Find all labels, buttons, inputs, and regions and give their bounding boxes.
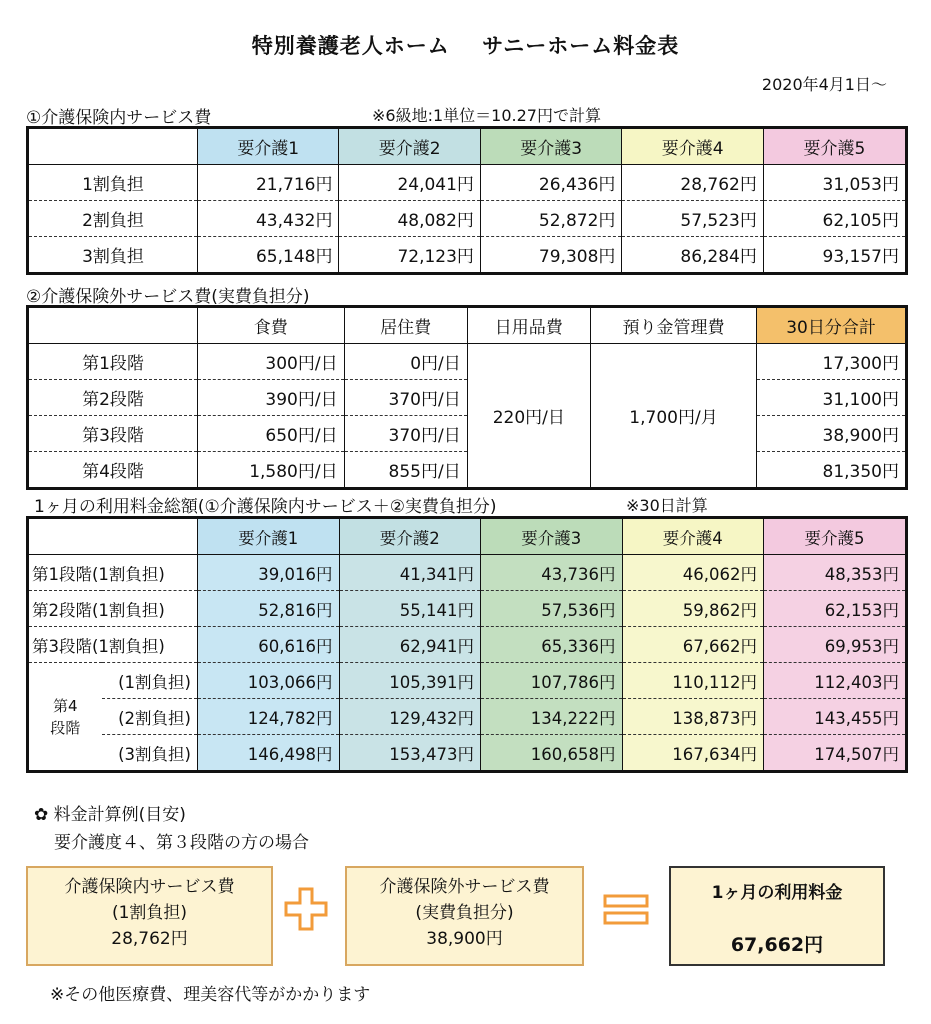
header-care4: 要介護4 [622,518,764,555]
table-row [28,201,907,237]
sec2-table [26,305,908,490]
row-label: 第4段階 [28,452,198,489]
cell: 86,284円 [622,237,763,274]
box1-line2: (1割負担) [111,903,188,923]
example-subtitle: 要介護度４、第３段階の方の場合 [54,833,309,853]
cell: 38,900円 [757,416,907,452]
cell: 17,300円 [757,344,907,380]
cell: 160,658円 [481,735,623,772]
cell: 103,066円 [198,663,340,699]
cell: 21,716円 [198,165,339,201]
daily-goods-cell: 220円/日 [467,344,590,489]
row-label: 第2段階 [28,380,198,416]
table-row [28,237,907,274]
header-mgmt: 預り金管理費 [590,307,756,344]
row-label: 第2段階(1割負担) [28,591,198,627]
flower-icon: ✿ [34,805,49,825]
cell: 62,153円 [764,591,907,627]
cell: 153,473円 [339,735,481,772]
corner-cell [28,518,198,555]
cell: 31,100円 [757,380,907,416]
sec3-note: ※30日計算 [626,496,708,515]
row-label: (2割負担) [102,699,198,735]
cell: 69,953円 [764,627,907,663]
cell: 134,222円 [481,699,623,735]
cell: 107,786円 [481,663,623,699]
box3-line2: 67,662円 [730,934,824,956]
cell: 52,872円 [480,201,621,237]
cell: 124,782円 [198,699,340,735]
cell: 79,308円 [480,237,621,274]
cell: 31,053円 [763,165,906,201]
table-row [28,165,907,201]
cell: 167,634円 [622,735,764,772]
cell: 105,391円 [339,663,481,699]
stage4-label-line2: 段階 [50,718,81,737]
row-label: 第3段階(1割負担) [28,627,198,663]
example-title: 料金計算例(目安) [53,805,186,825]
cell: 1,580円/日 [198,452,345,489]
cell: 46,062円 [622,555,764,591]
cell: 174,507円 [764,735,907,772]
title-facility-type: 特別養護老人ホーム [251,34,450,58]
box1-line1: 介護保険内サービス費 [64,877,235,897]
header-food: 食費 [198,307,345,344]
cell: 370円/日 [344,380,467,416]
header-total: 30日分合計 [757,307,907,344]
plus-icon [283,886,329,932]
box2-line2: (実費負担分) [415,903,514,923]
table-row [28,555,907,591]
box2-line1: 介護保険外サービス費 [379,877,550,897]
cell: 43,736円 [481,555,623,591]
sec2-header-row [28,307,907,344]
table-row [28,627,907,663]
stage4-label-line1: 第4 [52,696,78,715]
cell: 43,432円 [198,201,339,237]
cell: 146,498円 [198,735,340,772]
row-label: 2割負担 [28,201,198,237]
corner-cell [28,307,198,344]
cell: 138,873円 [622,699,764,735]
sec1-header-row [28,128,907,165]
header-care2: 要介護2 [339,518,481,555]
cell: 26,436円 [480,165,621,201]
row-label: 第3段階 [28,416,198,452]
header-care3: 要介護3 [480,128,621,165]
effective-date: 2020年4月1日～ [761,75,887,94]
cell: 65,336円 [481,627,623,663]
cell: 57,536円 [481,591,623,627]
cell: 81,350円 [757,452,907,489]
box2-line3: 38,900円 [426,929,503,949]
cell: 55,141円 [339,591,481,627]
table-row [28,735,907,772]
row-label: 3割負担 [28,237,198,274]
example-title-row [34,800,186,825]
cell: 48,353円 [764,555,907,591]
header-care5: 要介護5 [764,518,907,555]
row-label: 1割負担 [82,175,144,195]
table-row [28,663,907,699]
deposit-mgmt-cell: 1,700円/月 [590,344,756,489]
row-label: 第1段階(1割負担) [32,564,165,584]
cell: 28,762円 [622,165,763,201]
cell: 0円/日 [344,344,467,380]
example-box-insurance [26,866,273,966]
row-label: 第1段階 [82,354,144,374]
corner-cell [28,128,198,165]
example-box-outside [345,866,584,966]
sec3-table [26,516,908,773]
cell: 57,523円 [622,201,763,237]
cell: 67,662円 [622,627,764,663]
cell: 390円/日 [198,380,345,416]
table-row [28,452,907,489]
table-row [28,416,907,452]
cell: 370円/日 [344,416,467,452]
cell: 48,082円 [339,201,480,237]
header-living: 居住費 [344,307,467,344]
cell: 112,403円 [764,663,907,699]
table-row [28,591,907,627]
header-care4: 要介護4 [622,128,763,165]
sec3-header-row [28,518,907,555]
header-daily: 日用品費 [467,307,590,344]
sec2-title: ②介護保険外サービス費(実費負担分) [26,287,310,307]
cell: 72,123円 [339,237,480,274]
sec1-note: ※6級地:1単位＝10.27円で計算 [372,106,601,125]
header-care2: 要介護2 [339,128,480,165]
cell: 93,157円 [763,237,906,274]
cell: 41,341円 [339,555,481,591]
sec3-title: 1ヶ月の利用料金総額(①介護保険内サービス＋②実費負担分) [34,497,497,517]
cell: 60,616円 [198,627,340,663]
cell: 110,112円 [622,663,764,699]
cell: 65,148円 [198,237,339,274]
cell: 59,862円 [622,591,764,627]
box3-line1: 1ヶ月の利用料金 [711,883,843,903]
cell: 300円/日 [198,344,345,380]
example-box-total [669,866,885,966]
row-label: (1割負担) [102,663,198,699]
cell: 129,432円 [339,699,481,735]
cell: 24,041円 [339,165,480,201]
cell: 39,016円 [198,555,340,591]
cell: 52,816円 [198,591,340,627]
header-care3: 要介護3 [481,518,623,555]
table-row [28,380,907,416]
cell: 650円/日 [198,416,345,452]
page-title [0,30,931,60]
footnote: ※その他医療費、理美容代等がかかります [50,985,371,1005]
stage4-label [28,663,102,772]
header-care1: 要介護1 [198,128,339,165]
header-care1: 要介護1 [198,518,340,555]
sec1-title: ①介護保険内サービス費 [26,108,212,128]
sec1-table [26,126,908,275]
row-label: (3割負担) [102,735,198,772]
header-care5: 要介護5 [763,128,906,165]
box1-line3: 28,762円 [111,929,188,949]
cell: 62,105円 [763,201,906,237]
title-facility-name: サニーホーム料金表 [482,34,680,58]
cell: 143,455円 [764,699,907,735]
table-row [28,699,907,735]
equals-icon [603,893,649,927]
table-row [28,344,907,380]
cell: 62,941円 [339,627,481,663]
cell: 855円/日 [344,452,467,489]
